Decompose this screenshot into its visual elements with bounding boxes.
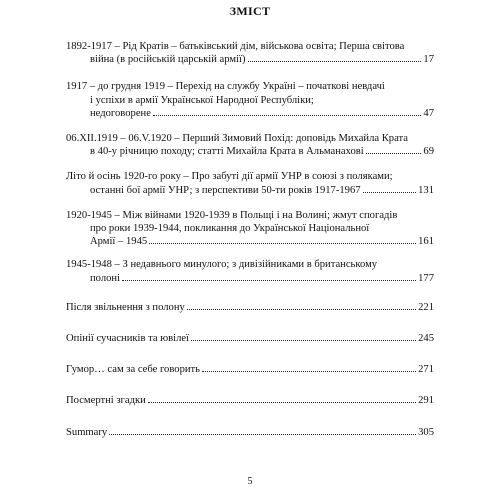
- dot-leader: [149, 243, 416, 244]
- toc-entry: [66, 170, 434, 196]
- toc-entry-text: Гумор… сам за себе говорить: [66, 364, 201, 376]
- dot-leader: [109, 434, 416, 435]
- toc-page-number: 221: [418, 301, 434, 313]
- toc-entry-text: Армії – 1945: [90, 236, 148, 248]
- toc-entry-text: Summary: [66, 426, 108, 438]
- toc-entry: [66, 80, 434, 120]
- dot-leader: [187, 309, 416, 310]
- toc-entry-text: про роки 1939-1944, покликання до Української Національної: [90, 223, 370, 235]
- toc-entry-text: 1920-1945 – Між війнами 1920-1939 в Польщі і на Волині; жмут спогадів: [66, 209, 398, 221]
- page-title: ЗМІСТ: [229, 4, 271, 18]
- toc-page-number: 47: [423, 107, 434, 119]
- toc-page-number: 271: [418, 364, 434, 376]
- toc-entry-text: Опінії сучасників та ювілеї: [66, 333, 190, 345]
- toc-entry: [66, 332, 434, 345]
- toc-page-number: 291: [418, 395, 434, 407]
- page-number: 5: [247, 476, 253, 487]
- toc-entry: [66, 301, 434, 314]
- toc-entry-text: полоні: [90, 272, 121, 284]
- toc-page-number: 17: [423, 54, 434, 66]
- toc-entry-text: в 40-у річницю походу; статті Михайла Крата в Альманахові: [90, 146, 364, 158]
- toc-page-number: 305: [418, 426, 434, 438]
- toc-entry-text: і успіхи в армії Української Народної Республіки;: [90, 94, 314, 106]
- dot-leader: [122, 280, 416, 281]
- dot-leader: [366, 153, 422, 154]
- toc-entry: [66, 363, 434, 376]
- dot-leader: [248, 61, 422, 62]
- toc-entry-text: 1917 – до грудня 1919 – Перехід на службу Україні – початкові невдачі: [66, 81, 385, 93]
- toc-page-number: 177: [418, 272, 434, 284]
- toc-entry: [66, 132, 434, 158]
- toc-entry: [66, 426, 434, 439]
- dot-leader: [153, 115, 422, 116]
- dot-leader: [363, 192, 417, 193]
- toc-entry: [66, 209, 434, 249]
- toc-page-number: 69: [423, 146, 434, 158]
- toc-entry-text: Після звільнення з полону: [66, 301, 185, 313]
- toc-page-number: 131: [418, 184, 434, 196]
- toc-entry: [66, 40, 434, 66]
- toc-entry-text: останні бої армії УНР; з перспективи 50-ти років 1917-1967: [90, 184, 361, 196]
- dot-leader: [191, 340, 416, 341]
- toc-entry-text: Літо й осінь 1920-го року – Про забуті дії армії УНР в союзі з поляками;: [66, 171, 393, 183]
- toc-page-number: 245: [418, 333, 434, 345]
- dot-leader: [148, 402, 416, 403]
- toc-entry-text: 06.XII.1919 – 06.V.1920 – Перший Зимовий Похід: доповідь Михайла Крата: [66, 133, 408, 145]
- toc-entry: [66, 394, 434, 407]
- toc-page-number: 161: [418, 236, 434, 248]
- toc-entry: [66, 258, 434, 284]
- toc-entry-text: недоговорене: [90, 107, 151, 119]
- toc-entry-text: війна (в російській царській армії): [90, 54, 246, 66]
- toc-entry-text: 1892-1917 – Рід Кратів – батьківський дім, військова освіта; Перша світова: [66, 41, 405, 52]
- toc-entry-text: Посмертні згадки: [66, 395, 146, 407]
- dot-leader: [202, 371, 416, 372]
- toc-entry-text: 1945-1948 – З недавнього минулого; з дивізійниками в британському: [66, 259, 378, 271]
- table-of-contents: [66, 40, 434, 438]
